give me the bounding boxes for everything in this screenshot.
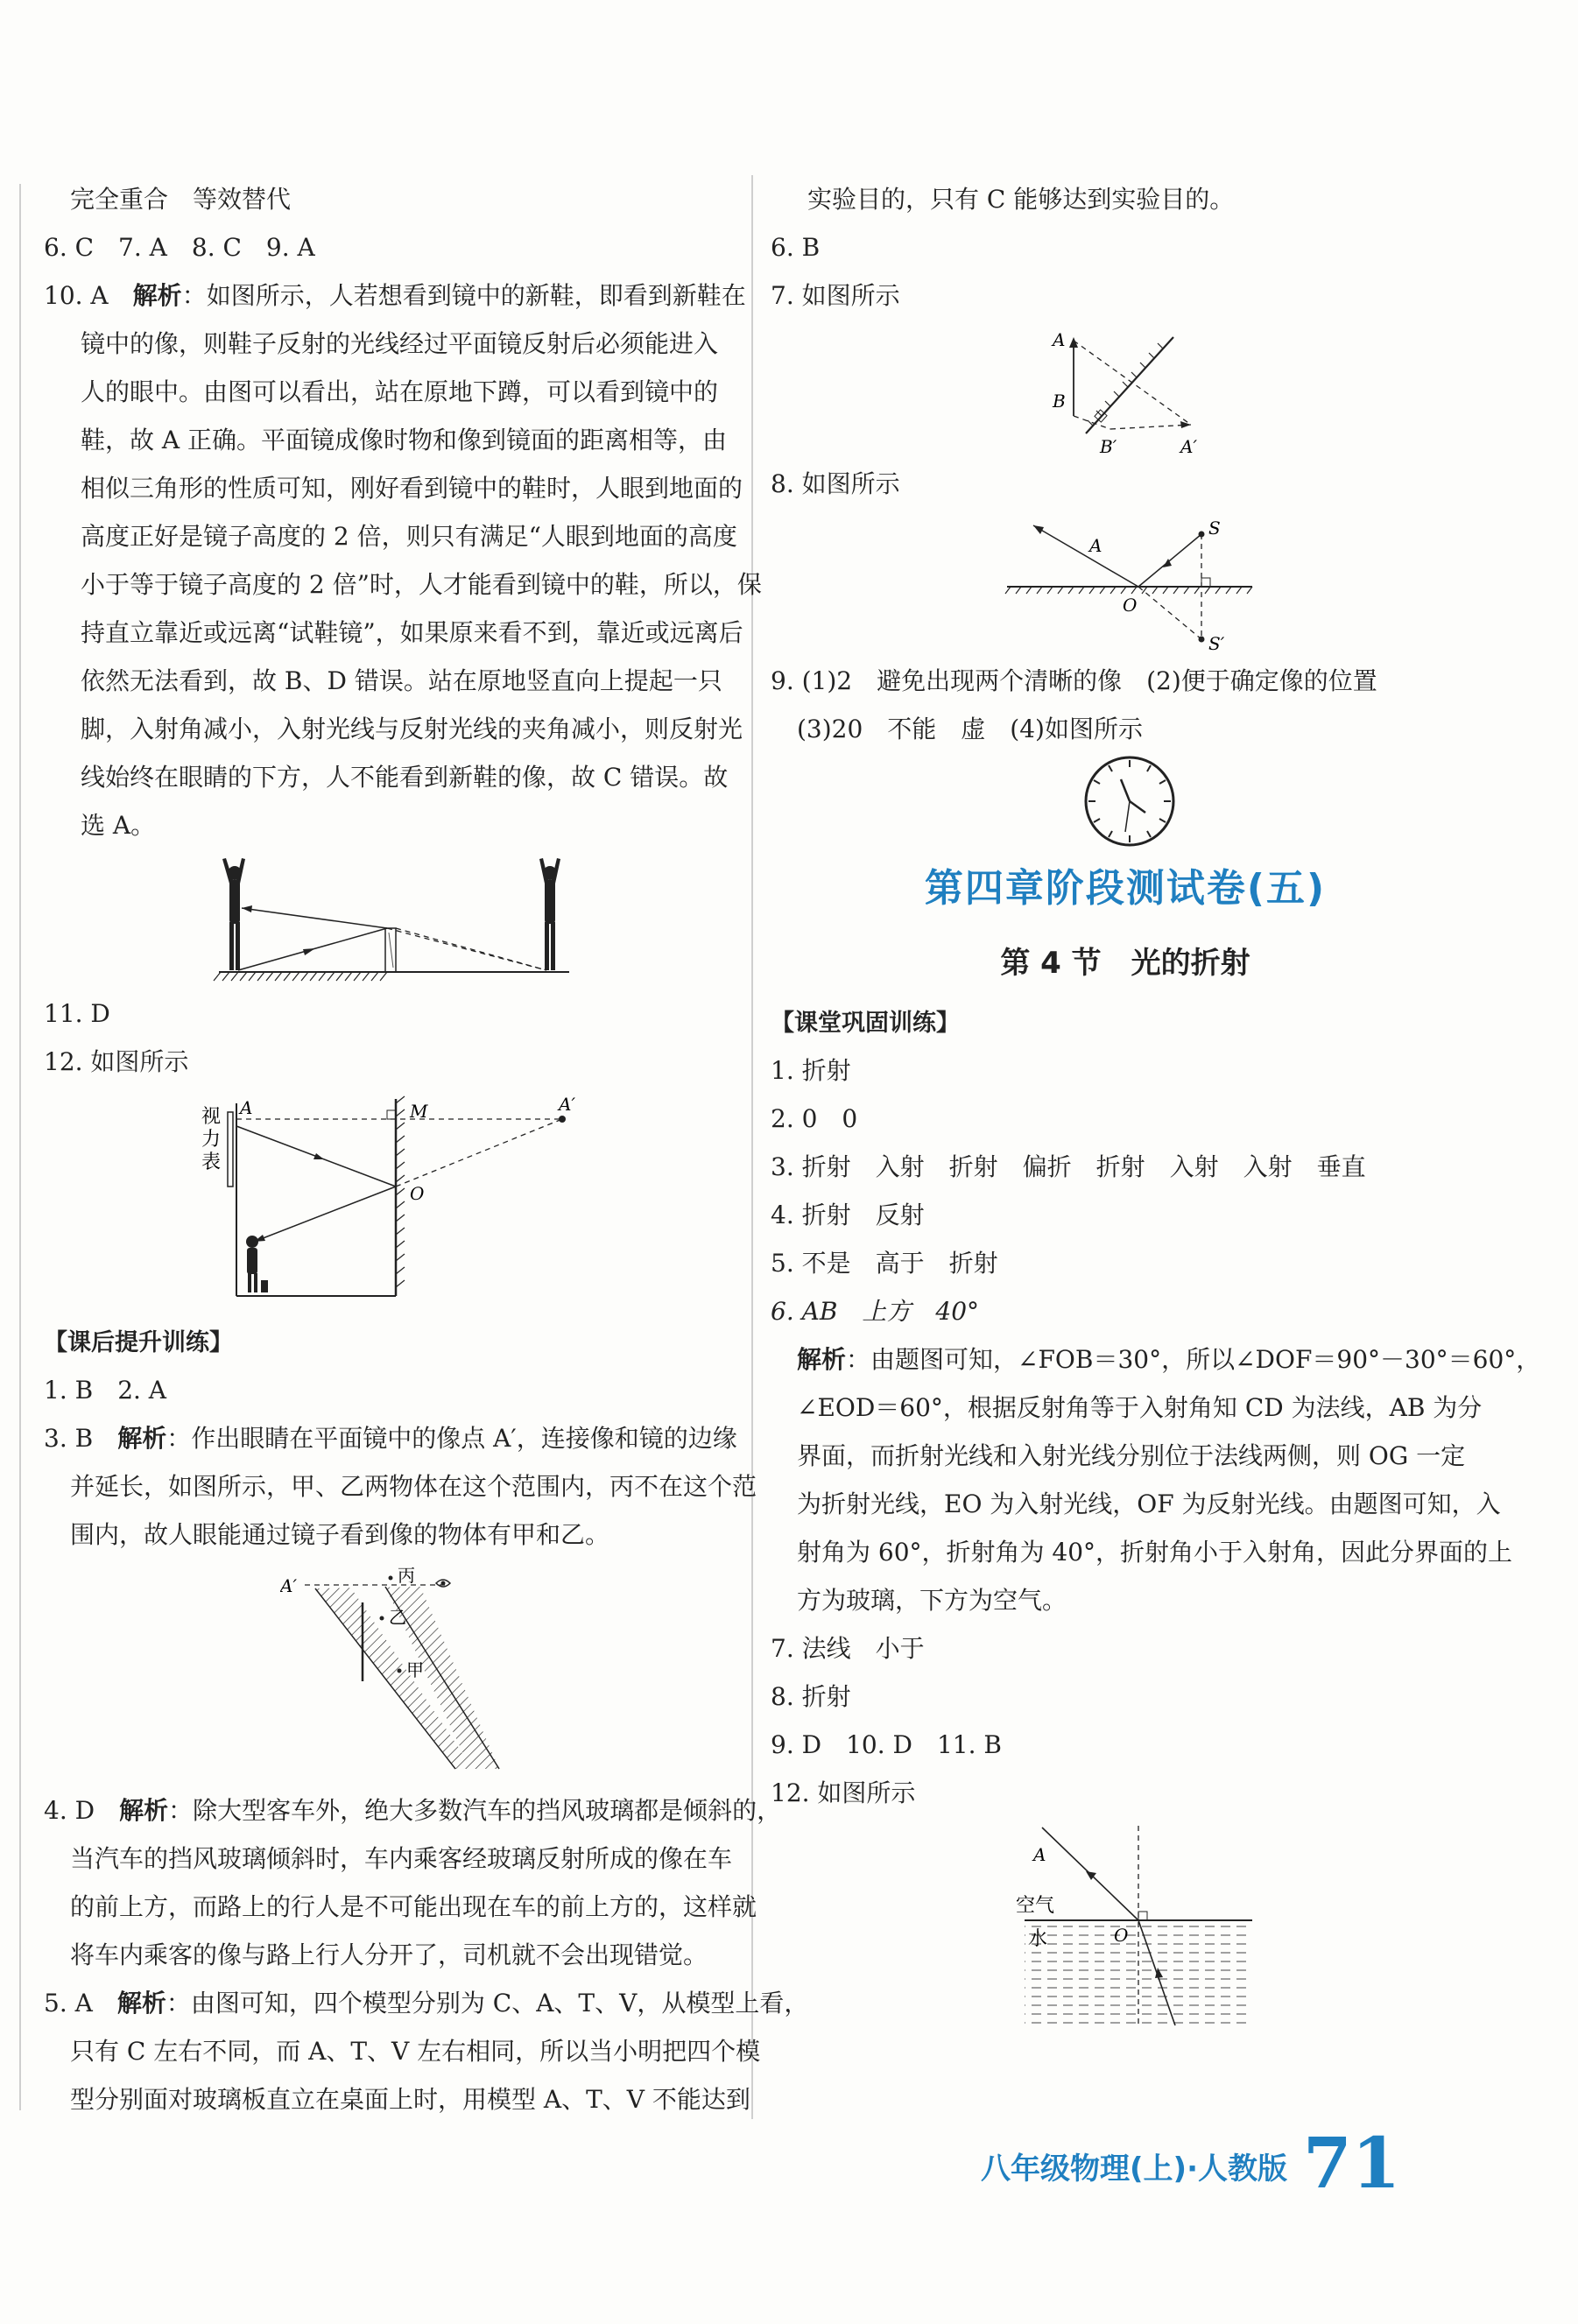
r-c5: 5. 不是 高于 折射 — [771, 1249, 998, 1278]
r-c6-first: 解析：由题图可知，∠FOB＝30°，所以∠DOF＝90°－30°＝60°， — [797, 1345, 1541, 1374]
answers-1-2: 1. B 2. A — [44, 1376, 167, 1405]
figure-shoe-mirror — [210, 854, 578, 985]
label-O: O — [410, 1183, 425, 1204]
fig8-S: S — [1208, 518, 1221, 539]
left-line-1: 完全重合 等效替代 — [70, 185, 292, 214]
figure-view-range — [280, 1567, 543, 1778]
label-yi: 乙 — [389, 1607, 406, 1628]
middle-column-rule — [751, 175, 753, 2119]
q4-line-2: 的前上方，而路上的行人是不可能出现在车的前上方的，这样就 — [70, 1892, 757, 1921]
q11: 11. D — [44, 999, 110, 1028]
fig12r-water: 水 — [1028, 1928, 1048, 1950]
fig8-S-prime: S′ — [1208, 633, 1225, 654]
label-M: M — [410, 1101, 428, 1122]
label-A-prime: A′ — [559, 1094, 575, 1115]
r-c6-line-1: ∠EOD＝60°，根据反射角等于入射角知 CD 为法线，AB 为分 — [797, 1393, 1483, 1422]
q5-label: 解析 — [116, 1989, 166, 2018]
figure-refraction — [1016, 1817, 1261, 2036]
q10-line-3: 鞋，故 A 正确。平面镜成像时物和像到镜面的距离相等，由 — [81, 426, 728, 454]
r-q9-b: (3)20 不能 虚 (4)如图所示 — [797, 715, 1143, 743]
q10-line-1: 镜中的像，则鞋子反射的光线经过平面镜反射后必须能进入 — [81, 329, 719, 358]
fig12r-O: O — [1114, 1925, 1129, 1946]
q3-number: 3. B — [44, 1424, 94, 1453]
fig12r-air: 空气 — [1016, 1895, 1055, 1917]
q10-line-2: 人的眼中。由图可以看出，站在原地下蹲，可以看到镜中的 — [81, 377, 719, 406]
fig7-B-prime: B′ — [1100, 436, 1117, 457]
page-number: 71 — [1303, 2122, 1401, 2204]
r-q8: 8. 如图所示 — [771, 469, 900, 498]
q4-line-3: 将车内乘客的像与路上行人分开了，司机就不会出现错觉。 — [70, 1940, 708, 1969]
q5-line-2: 型分别面对玻璃板直立在桌面上时，用模型 A、T、V 不能达到 — [70, 2085, 750, 2114]
r-q9-a: 9. (1)2 避免出现两个清晰的像 (2)便于确定像的位置 — [771, 666, 1377, 695]
section-after-class-label: 【课后提升训练】 — [44, 1329, 233, 1356]
label-bing: 丙 — [398, 1567, 415, 1586]
footer-book-title: 八年级物理(上)·人教版 — [981, 2151, 1287, 2187]
section-after-class — [44, 1318, 744, 1366]
fig7-B: B — [1053, 391, 1066, 412]
r-c7: 7. 法线 小于 — [771, 1634, 925, 1663]
figure-clock — [1077, 753, 1182, 849]
section-title: 第 4 节 光的折射 — [1000, 946, 1250, 981]
q10-line-0: 如图所示，人若想看到镜中的新鞋，即看到新鞋在 — [206, 281, 746, 310]
fig12r-A: A — [1033, 1844, 1046, 1865]
q10-line-5: 高度正好是镜子高度的 2 倍，则只有满足“人眼到地面的高度 — [81, 522, 737, 551]
q5-first-line: 5. A 解析：由图可知，四个模型分别为 C、A、T、V，从模型上看， — [44, 1989, 809, 2018]
figure-eye-chart-mirror — [201, 1086, 657, 1309]
q12: 12. 如图所示 — [44, 1047, 189, 1076]
chart-label-2: 力 — [201, 1129, 222, 1151]
r-c6-line-0: 由题图可知，∠FOB＝30°，所以∠DOF＝90°－30°＝60°， — [870, 1345, 1541, 1374]
q10-line-6: 小于等于镜子高度的 2 倍”时，人才能看到镜中的鞋，所以，保 — [81, 570, 762, 599]
q3-line-0: 作出眼睛在平面镜中的像点 A′，连接像和镜的边缘 — [191, 1424, 737, 1453]
r-c6-line-5: 方为玻璃，下方为空气。 — [797, 1586, 1067, 1615]
r-q7: 7. 如图所示 — [771, 281, 900, 310]
chart-label-1: 视 — [201, 1106, 222, 1128]
q10-label: 解析 — [132, 281, 182, 310]
r-c1: 1. 折射 — [771, 1056, 851, 1085]
q3-line-1: 并延长，如图所示，甲、乙两物体在这个范围内，丙不在这个范 — [70, 1472, 757, 1501]
chapter-title: 第四章阶段测试卷(五) — [924, 866, 1327, 911]
right-column — [771, 175, 1541, 2036]
q4-line-0: 除大型客车外，绝大多数汽车的挡风玻璃都是倾斜的， — [193, 1796, 782, 1825]
right-line-1: 实验目的，只有 C 能够达到实验目的。 — [807, 185, 1235, 214]
r-c6-line-2: 界面，而折射光线和入射光线分别位于法线两侧，则 OG 一定 — [797, 1441, 1466, 1470]
label-jia: 甲 — [406, 1659, 424, 1680]
q4-first-line: 4. D 解析：除大型客车外，绝大多数汽车的挡风玻璃都是倾斜的， — [44, 1796, 782, 1825]
q10-line-7: 持直立靠近或远离“试鞋镜”，如果原来看不到，靠近或远离后 — [81, 618, 743, 647]
figure-q8-reflection — [998, 508, 1261, 657]
section-classroom — [771, 998, 1480, 1046]
fig8-A: A — [1089, 535, 1102, 556]
fig7-A: A — [1053, 329, 1066, 350]
q5-line-0: 由图可知，四个模型分别为 C、A、T、V，从模型上看， — [190, 1989, 809, 2018]
q10-line-11: 选 A。 — [81, 811, 156, 840]
q10-line-9: 脚，入射角减小，入射光线与反射光线的夹角减小，则反射光 — [81, 715, 743, 743]
label-A: A — [240, 1097, 253, 1118]
q3-label: 解析 — [117, 1424, 167, 1453]
page-footer — [981, 2110, 1401, 2204]
q10-line-4: 相似三角形的性质可知，刚好看到镜中的鞋时，人眼到地面的 — [81, 474, 743, 503]
r-c12: 12. 如图所示 — [771, 1778, 916, 1807]
q5-line-1: 只有 C 左右不同，而 A、T、V 左右相同，所以当小明把四个模 — [70, 2037, 761, 2066]
r-c6-label: 解析 — [797, 1345, 847, 1374]
q3-line-2: 围内，故人眼能通过镜子看到像的物体有甲和乙。 — [70, 1520, 610, 1549]
r-c6: 6. AB 上方 40° — [771, 1297, 980, 1326]
label-A-prime-2: A′ — [280, 1575, 297, 1596]
q4-number: 4. D — [44, 1796, 95, 1825]
q10-first-line: 10. A 解析：如图所示，人若想看到镜中的新鞋，即看到新鞋在 — [44, 281, 746, 310]
q3-first-line: 3. B 解析：作出眼睛在平面镜中的像点 A′，连接像和镜的边缘 — [44, 1424, 737, 1453]
figure-q7-mirror — [1051, 320, 1243, 460]
left-column-rule — [19, 184, 21, 2110]
section-classroom-label: 【课堂巩固训练】 — [771, 1010, 960, 1037]
answers-6-9: 6. C 7. A 8. C 9. A — [44, 233, 315, 262]
q10-line-10: 线始终在眼睛的下方，人不能看到新鞋的像，故 C 错误。故 — [81, 763, 729, 792]
r-c9: 9. D 10. D 11. B — [771, 1730, 1002, 1759]
q10-number: 10. A — [44, 281, 109, 310]
r-q6: 6. B — [771, 233, 821, 262]
fig7-A-prime: A′ — [1180, 436, 1197, 457]
r-c6-line-3: 为折射光线，EO 为入射光线，OF 为反射光线。由题图可知，入 — [797, 1489, 1501, 1518]
q4-label: 解析 — [119, 1796, 169, 1825]
q10-line-8: 依然无法看到，故 B、D 错误。站在原地竖直向上提起一只 — [81, 666, 722, 695]
fig8-O: O — [1123, 595, 1138, 616]
r-c3: 3. 折射 入射 折射 偏折 折射 入射 入射 垂直 — [771, 1152, 1366, 1181]
q5-number: 5. A — [44, 1989, 93, 2018]
r-c6-line-4: 射角为 60°，折射角为 40°，折射角小于入射角，因此分界面的上 — [797, 1538, 1513, 1567]
r-c8: 8. 折射 — [771, 1682, 851, 1711]
r-c4: 4. 折射 反射 — [771, 1201, 925, 1229]
chart-label-3: 表 — [201, 1151, 222, 1173]
q4-line-1: 当汽车的挡风玻璃倾斜时，车内乘客经玻璃反射所成的像在车 — [70, 1844, 733, 1873]
r-c2: 2. 0 0 — [771, 1104, 858, 1133]
